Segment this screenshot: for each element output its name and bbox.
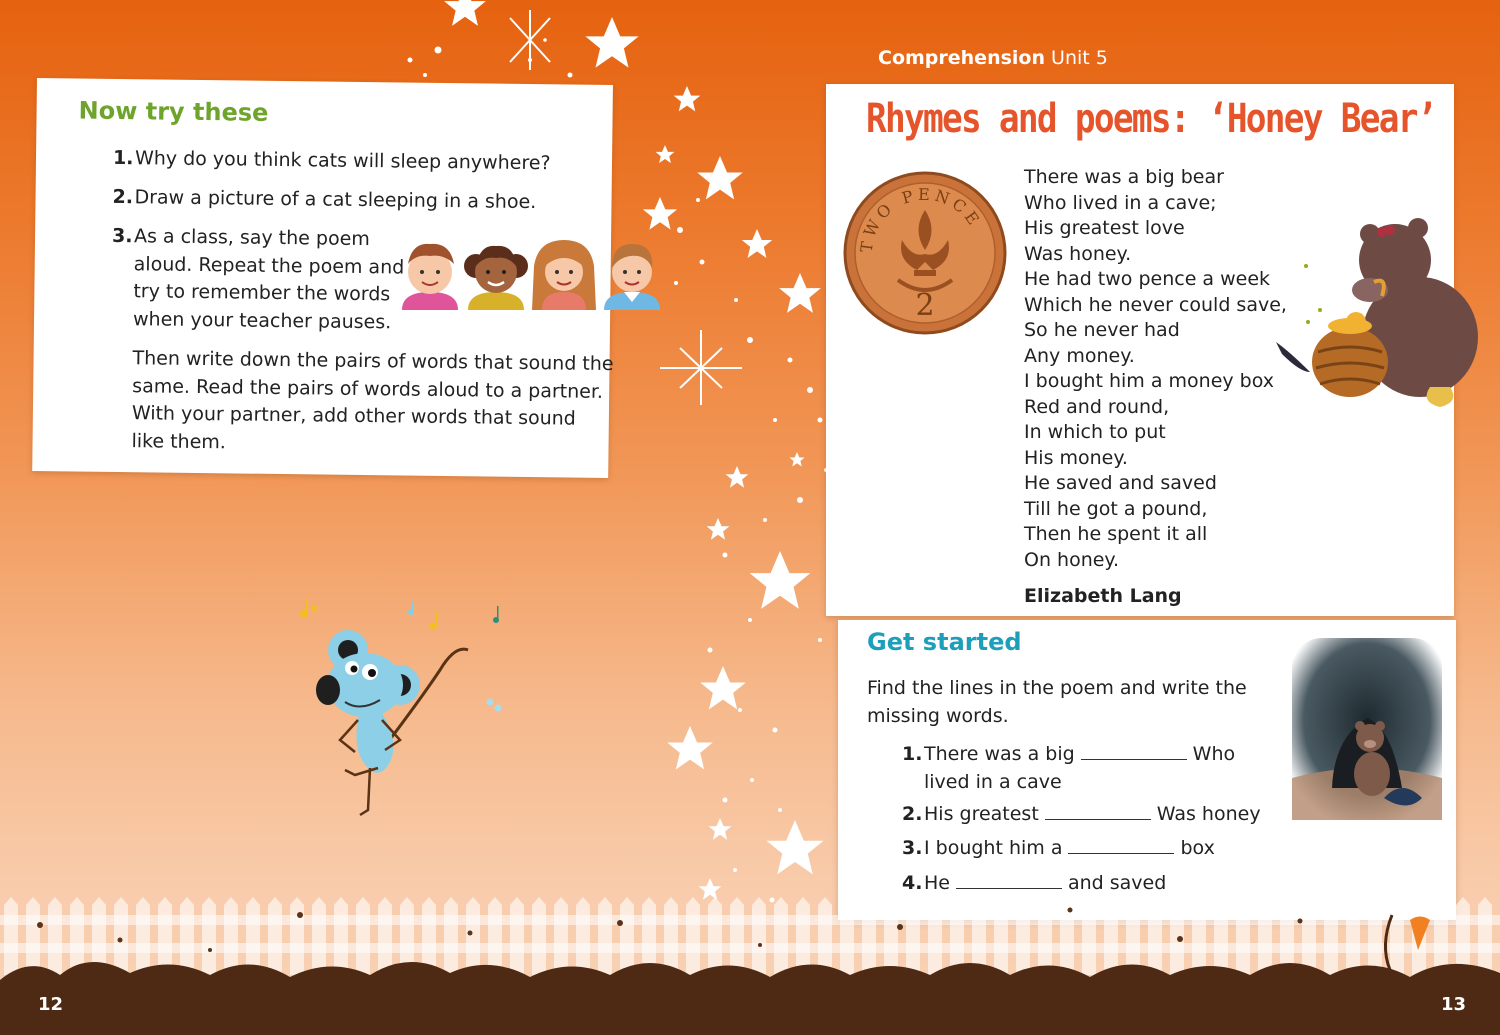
poem-line: So he never had xyxy=(1024,319,1180,341)
fence-picket xyxy=(796,897,810,975)
fence-picket xyxy=(1170,897,1184,975)
fence-picket xyxy=(488,897,502,975)
intro-line: Find the lines in the poem and write the xyxy=(867,677,1247,699)
poem-line: His greatest love xyxy=(1024,217,1185,239)
music-note-icon xyxy=(408,602,414,615)
poem-line: He saved and saved xyxy=(1024,472,1217,494)
fence-picket xyxy=(268,897,282,975)
fence-picket xyxy=(708,897,722,975)
fence-picket xyxy=(532,897,546,975)
fence-picket xyxy=(1214,897,1228,975)
item-number: 3. xyxy=(902,837,923,859)
answer-blank[interactable] xyxy=(1081,743,1187,760)
fence-picket xyxy=(1434,897,1448,975)
fence-picket xyxy=(840,897,854,975)
poem-title: Rhymes and poems: ‘Honey Bear’ xyxy=(866,96,1436,142)
fence-picket xyxy=(136,897,150,975)
fill-blank-item-1 xyxy=(902,741,1235,796)
child-face-icon xyxy=(604,244,660,310)
running-head xyxy=(878,47,1108,69)
fence-picket xyxy=(994,897,1008,975)
fence-picket xyxy=(246,897,260,975)
poem-line: There was a big bear xyxy=(1024,166,1224,188)
fence-picket xyxy=(686,897,700,975)
answer-blank[interactable] xyxy=(1068,837,1174,854)
fence-picket xyxy=(70,897,84,975)
question-number: 1. xyxy=(112,146,134,170)
fence-picket xyxy=(1456,897,1470,975)
fence-picket xyxy=(158,897,172,975)
fence-picket xyxy=(1016,897,1030,975)
question-3 xyxy=(111,223,405,337)
poem-author: Elizabeth Lang xyxy=(1024,585,1182,607)
item-text-before: I bought him a xyxy=(924,837,1063,859)
question-text-line: As a class, say the poem xyxy=(133,225,370,251)
question-text-line: aloud. Repeat the poem and xyxy=(133,252,405,279)
fence-picket xyxy=(1192,897,1206,975)
coin-number: 2 xyxy=(915,288,935,323)
fill-blank-item-3 xyxy=(902,837,1215,859)
page-number-right: 13 xyxy=(1441,994,1467,1015)
question-text-line: when your teacher pauses. xyxy=(132,307,392,333)
fence-picket xyxy=(1390,897,1404,975)
item-text-before: There was a big xyxy=(924,743,1075,765)
fence-picket xyxy=(1126,897,1140,975)
music-note-icon xyxy=(487,699,502,712)
now-try-these-heading: Now try these xyxy=(78,96,269,127)
fence-picket xyxy=(774,897,788,975)
item-number: 2. xyxy=(902,803,923,825)
item-text-after: box xyxy=(1180,837,1215,859)
fence-picket xyxy=(906,897,920,975)
poem-line: Was honey. xyxy=(1024,242,1132,265)
poem-line: Then he spent it all xyxy=(1024,523,1208,545)
fence-picket xyxy=(1302,897,1316,975)
fence-picket xyxy=(554,897,568,975)
fence-picket xyxy=(1082,897,1096,975)
fence-picket xyxy=(752,897,766,975)
fence-picket xyxy=(1148,897,1162,975)
question-text: Why do you think cats will sleep anywhere? xyxy=(134,147,551,175)
fence-picket xyxy=(466,897,480,975)
fence-and-dirt-footer xyxy=(0,895,1500,1035)
question-text-line: try to remember the words xyxy=(133,280,391,306)
child-face-icon xyxy=(402,244,458,310)
fence-picket xyxy=(950,897,964,975)
answer-blank[interactable] xyxy=(956,872,1062,889)
paragraph-line: With your partner, add other words that sound xyxy=(131,402,576,430)
fence-picket xyxy=(48,897,62,975)
item-text-after: Who xyxy=(1192,743,1236,765)
poem-lines xyxy=(1024,165,1287,610)
running-head-bold: Comprehension xyxy=(878,47,1045,69)
child-face-icon xyxy=(532,240,596,310)
fill-blank-item-4 xyxy=(902,872,1166,894)
item-text-after: and saved xyxy=(1067,872,1167,894)
poem-line: On honey. xyxy=(1024,548,1120,571)
fence-picket xyxy=(620,897,634,975)
fence-picket xyxy=(862,897,876,975)
paragraph-line: Then write down the pairs of words that sound the xyxy=(132,347,614,376)
get-started-intro xyxy=(867,675,1247,730)
poem-line: I bought him a money box xyxy=(1024,370,1275,392)
question-2 xyxy=(112,184,536,217)
fence-picket xyxy=(1346,897,1360,975)
coin-legend: TWO PENCE xyxy=(856,184,986,254)
poem-line: He had two pence a week xyxy=(1024,268,1271,290)
fence-picket xyxy=(444,897,458,975)
fence-picket xyxy=(510,897,524,975)
page-number-left: 12 xyxy=(38,994,64,1015)
children-illustration xyxy=(398,236,664,310)
item-number: 1. xyxy=(902,743,923,765)
fence-picket xyxy=(884,897,898,975)
honey-bear-illustration xyxy=(1270,212,1480,422)
poem-line: Which he never could save, xyxy=(1024,293,1287,316)
poem-line: In which to put xyxy=(1024,421,1166,443)
item-number: 4. xyxy=(902,872,923,894)
question-text: Draw a picture of a cat sleeping in a shoe. xyxy=(134,186,537,214)
fence-picket xyxy=(730,897,744,975)
get-started-heading: Get started xyxy=(867,628,1022,656)
fence-picket xyxy=(4,897,18,975)
fence-picket xyxy=(356,897,370,975)
item-text-before: His greatest xyxy=(924,803,1039,825)
running-head-unit: Unit 5 xyxy=(1051,47,1108,69)
fence-picket xyxy=(180,897,194,975)
intro-line: missing words. xyxy=(867,704,1009,727)
cave-bear-illustration xyxy=(1292,638,1442,820)
music-note-icon xyxy=(493,606,499,623)
instruction-paragraph xyxy=(131,345,613,461)
item-text-after: Was honey xyxy=(1156,803,1261,825)
answer-blank[interactable] xyxy=(1045,803,1151,820)
item-text-line2: lived in a cave xyxy=(924,770,1062,793)
poem-line: Any money. xyxy=(1024,344,1135,367)
paragraph-line: like them. xyxy=(131,429,227,453)
question-number: 2. xyxy=(112,185,134,209)
item-text-before: He xyxy=(924,872,950,894)
fence-picket xyxy=(312,897,326,975)
fence-picket xyxy=(224,897,238,975)
fence-picket xyxy=(1368,897,1382,975)
fence-picket xyxy=(1258,897,1272,975)
fence-picket xyxy=(576,897,590,975)
fence-picket xyxy=(334,897,348,975)
fence-picket xyxy=(114,897,128,975)
dancing-mouse-illustration xyxy=(290,590,520,830)
fence-picket xyxy=(26,897,40,975)
fence-picket xyxy=(378,897,392,975)
paragraph-line: same. Read the pairs of words aloud to a partner. xyxy=(132,374,604,403)
child-face-icon xyxy=(464,246,528,310)
fence-picket xyxy=(1038,897,1052,975)
fence-picket xyxy=(1236,897,1250,975)
two-pence-coin-icon xyxy=(842,170,1008,336)
poem-line: Red and round, xyxy=(1024,395,1170,418)
fence-picket xyxy=(1104,897,1118,975)
question-1 xyxy=(113,145,551,178)
fence-picket xyxy=(202,897,216,975)
fence-picket xyxy=(598,897,612,975)
fence-picket xyxy=(290,897,304,975)
poem-line: Till he got a pound, xyxy=(1024,497,1208,520)
music-note-icon xyxy=(300,600,437,630)
question-number: 3. xyxy=(111,224,133,248)
poem-line: Who lived in a cave; xyxy=(1024,191,1217,214)
poem-line: His money. xyxy=(1024,446,1128,469)
fence-picket xyxy=(664,897,678,975)
fence-picket xyxy=(1324,897,1338,975)
fence-picket xyxy=(818,897,832,975)
fence-picket xyxy=(928,897,942,975)
fill-blank-item-2 xyxy=(902,803,1261,825)
fence-picket xyxy=(1478,897,1492,975)
